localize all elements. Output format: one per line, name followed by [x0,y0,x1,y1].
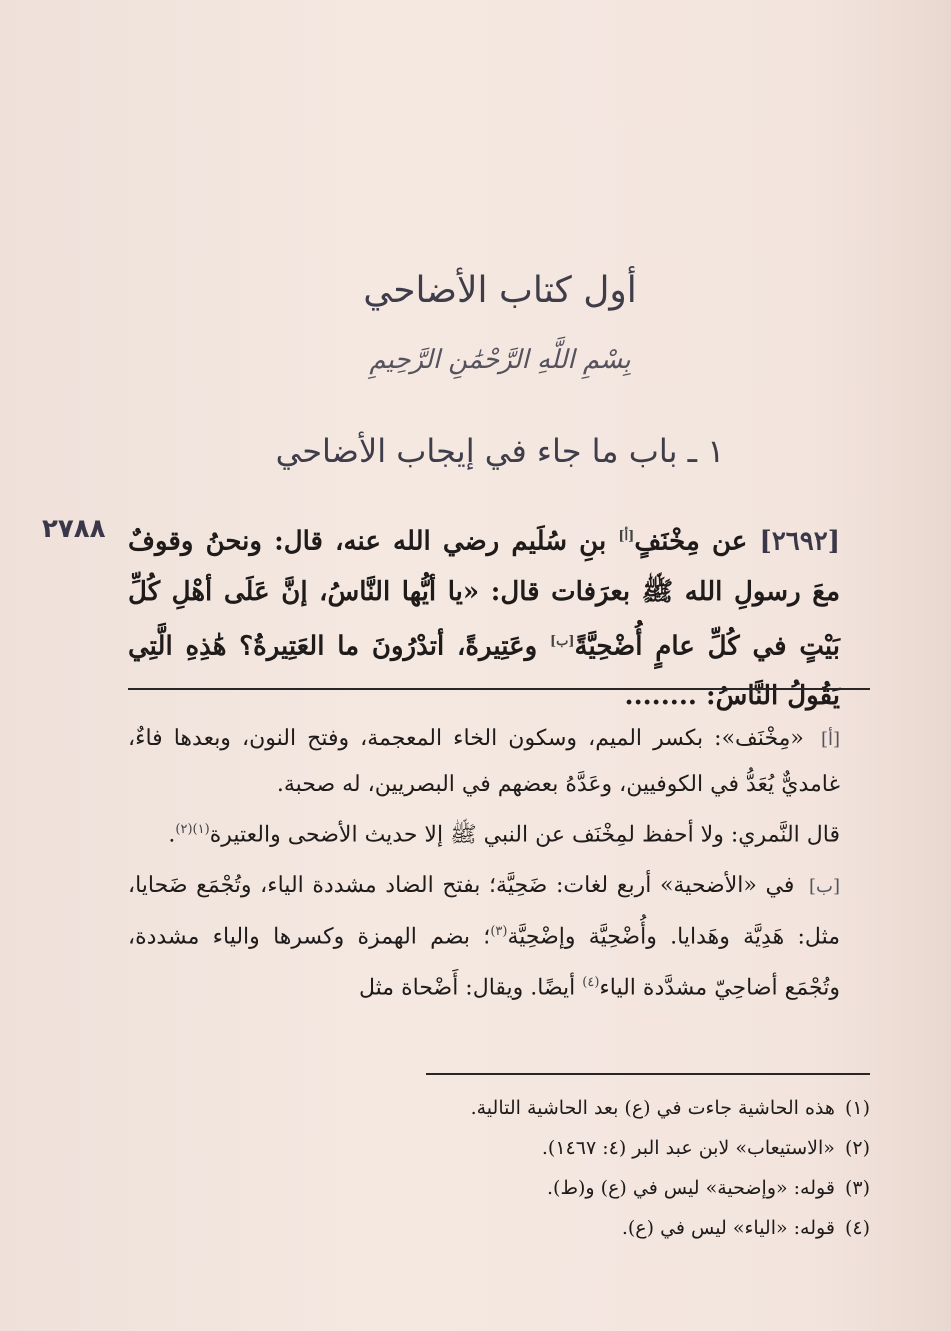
footnote-ref-1-2: (١)(٢) [175,822,210,837]
note-b-text-b: ؛ بضم الهمزة وكسرها والياء مشددة، وتُجْمَع أضاحِيّ مشدَّدة الياء [128,924,840,1000]
footnote-rule [426,1073,870,1075]
footnote [360,1208,870,1248]
footnote-text: قوله: «وإضحية» ليس في (ع) و(ط). [547,1177,835,1199]
footnote-text: قوله: «الياء» ليس في (ع). [621,1217,835,1239]
footnote-number: (٤) [844,1217,870,1239]
book-title: أول كتاب الأضاحي [363,270,637,311]
footnote-number: (٣) [844,1177,870,1199]
note-b-label: [ب] [809,876,840,898]
footnotes [360,1088,870,1248]
note-ref-a: [أ] [618,529,635,544]
note-b [128,863,840,1010]
hadith-part-3: وعَتِيرةً، أتدْرُونَ ما العَتِيرةُ؟ هَٰذِهِ الَّتِي يَقُولُ النَّاسُ: ........ [128,631,840,712]
hadith-part-2: بنِ سُلَيم رضي الله عنه، قال: ونحنُ وقوفٌ معَ رسولِ الله ﷺ بعرَفات قال: «يا أيُّها النَّاسُ، إنَّ عَلَى أهْلِ كُلِّ بَيْتٍ في كُلِّ عامٍ أُضْحِيَّةً [128,526,840,662]
note-a-text: «مِخْنَف»: بكسر الميم، وسكون الخاء المعجمة، وفتح النون، وبعدها فاءٌ، غامديٌّ يُعَدُّ في الكوفيين، وعَدَّهُ بعضهم في البصريين، له صحبة. [128,726,840,797]
hadith-part-1: عن مِخْنَفٍ [634,526,748,557]
margin-number: ٢٧٨٨ [42,514,106,544]
footnote [360,1168,870,1208]
footnote-number: (١) [844,1097,870,1119]
note-a-para-1 [128,716,840,807]
footnote-ref-3: (٣) [490,924,508,940]
footnote-text: «الاستيعاب» لابن عبد البر (٤: ١٤٦٧). [541,1137,835,1159]
note-a-para-2: قال النَّمري: ولا أحفظ لمِخْنَف عن النبي ﷺ إلا حديث الأضحى والعتيرة$^{(١)(٢)}$. [168,822,840,848]
footnote-text: هذه الحاشية جاءت في (ع) بعد الحاشية التالية. [470,1097,835,1119]
basmala-calligraphy: بِسْمِ اللَّهِ الرَّحْمَٰنِ الرَّحِيمِ [369,345,631,375]
note-b-text: في «الأضحية» أربع لغات: ضَحِيَّة؛ بفتح الضاد مشددة الياء، وتُجْمَع ضَحايا، مثل: هَدِيَّة وهَدايا. وأُضْحِيَّة وإضْحِيَّة [128,873,840,950]
footnote [360,1088,870,1128]
commentary-notes [128,716,840,1016]
chapter-title: ١ ـ باب ما جاء في إيجاب الأضاحي [275,432,725,470]
hadith-number: [٢٦٩٢] [759,526,840,557]
footnote-ref-4: (٤) [582,974,600,990]
note-b-text-c: أيضًا. ويقال: أَضْحاة مثل [359,974,576,1000]
note-ref-b: [ب] [550,633,575,649]
footnote [360,1128,870,1168]
note-a-label: [أ] [820,729,840,750]
divider-rule [128,688,870,690]
note-b-para [128,863,840,1010]
footnote-number: (٢) [844,1137,870,1159]
note-a [128,716,840,857]
note-a-text-2: قال النَّمري: ولا أحفظ لمِخْنَف عن النبي ﷺ إلا حديث الأضحى والعتيرة [209,822,840,848]
